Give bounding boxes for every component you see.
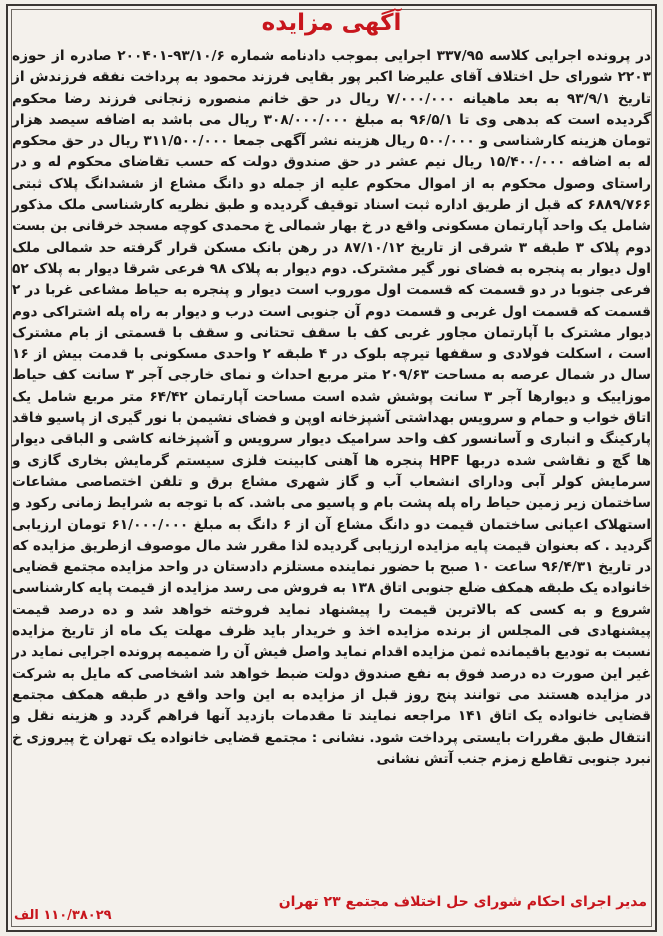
notice-body: در پرونده اجرایی کلاسه ۳۳۷/۹۵ اجرایی بموجب دادنامه شماره ۹۳/۱۰/۶-۲۰۰۴۰۱ صادره از حوزه ۲۲۰۳ شورای حل اختلاف آقای علیرضا اکبر پور بقایی فرزند محمود به پرداخت نفقه فرزندش از تاریخ ۹۳/۹/۱ به بعد ماهیانه ۷/۰۰۰/۰۰۰ ریال در حق خانم منصوره زنجانی فرزند رضا محکوم گردیده است که بدهی وی تا ۹۶/۵/۱ به مبلغ ۳۰۸/۰۰۰/۰۰۰ ریال می باشد به اضافه سیصد هزار تومان هزینه کارشناسی و ۵۰۰/۰۰۰ ریال هزینه نشر آگهی جمعا ۳۱۱/۵۰۰/۰۰۰ ریال در حق محکوم له به اضافه ۱۵/۴۰۰/۰۰۰ ریال نیم عشر در حق صندوق دولت که حسب تقاضای محکوم له و در راستای وصول محکوم به از اموال محکوم علیه از جمله دو دانگ مشاع از ششدانگ پلاک ثبتی ۶۸۸۹/۷۶۶ که قبل از طریق اداره ثبت اسناد توقیف گردیده و طبق نظریه کارشناسی ملک مذکور شامل یک واحد آپارتمان مسکونی واقع در خ بهار شمالی خ محمدی کوچه مسجد خرقانی بن بست دوم پلاک ۳ طبقه ۳ شرقی از تاریخ ۸۷/۱۰/۱۲ در رهن بانک مسکن قرار گرفته حد شمالی ملک اول دیوار به پنجره به فضای نور گیر مشترک. دوم دیوار به پلاک ۹۸ فرعی شرقا دیوار به پلاک ۵۲ فرعی جنوبا در دو قسمت که قسمت اول موروب است دیوار و پنجره به حیاط مشاعی غربا در ۲ قسمت که قسمت اول غربی و قسمت دوم آن جنوبی است درب و دیوار به راه پله اشتراکی دوم دیوار مشترک با آپارتمان مجاور غربی کف با سقف تحتانی و سقف با قسمتی از بام مشترک است ، اسکلت فولادی و سقفها تیرچه بلوک در ۴ طبقه ۲ واحدی مسکونی با قدمت بیش از ۱۶ سال در شمال عرصه به مساحت ۲۰۹/۶۳ متر مربع احداث و نمای خارجی آجر ۳ سانت کف حیاط موزاییک و دیوارها آجر ۳ سانت پوشش شده است مساحت آپارتمان ۶۴/۴۲ متر مربع شامل یک اتاق خواب و حمام و سرویس بهداشتی آشپزخانه اوپن و فضای نشیمن با نور گیری از پاسیو فاقد پارکینگ و انباری و آسانسور کف واحد سرامیک دیوار سرویس و آشپزخانه کاشی و الباقی دیوار ها گچ و نقاشی شده دربها HPF پنجره ها آهنی کابینت فلزی سیستم گرمایش بخاری گازی و سرمایش کولر آبی ودارای انشعاب آب و گاز شهری مشاع برق و تلفن اختصاصی مشاعات ساختمان زیر زمین حیاط راه پله پشت بام و پاسیو می باشد. که با توجه به شرایط زمانی رکود و استهلاک اعیانی ساختمان قیمت دو دانگ مشاع آن از ۶ دانگ به مبلغ ۶۱/۰۰۰/۰۰۰ تومان ارزیابی گردید . که بعنوان قیمت پایه مزایده ارزیابی گردیده لذا مقرر شد مال موصوف ازطریق مزایده که در تاریخ ۹۶/۴/۳۱ ساعت ۱۰ صبح با حضور نماینده مستلزم دادستان در واحد مزایده مجتمع قضایی خانواده یک طبقه همکف ضلع جنوبی اتاق ۱۳۸ به فروش می رسد مزایده از قیمت پایه کارشناسی شروع و به کسی که بالاترین قیمت را پیشنهاد نماید فروخته خواهد شد و ده درصد قیمت پیشنهادی فی المجلس از برنده مزایده اخذ و خریدار باید ظرف مهلت یک ماه از تاریخ مزایده نسبت به تودیع باقیمانده ثمن مزایده اقدام نماید واصل فیش آن را ضمیمه پرونده اجرایی نماید در غیر این صورت ده درصد فوق به نفع صندوق دولت ضبط خواهد شد اشخاصی که مایل به شرکت در مزایده هستند می توانند پنج روز قبل از مزایده به این واحد واقع در طبقه همکف مجتمع قضایی خانواده یک اتاق ۱۴۱ مراجعه نمایند تا مقدمات بازدید آنها فراهم گردد و هزینه نقل و انتقال طبق مقررات بایستی پرداخت شود. نشانی : مجتمع قضایی خانواده یک تهران خ پیروزی خ نبرد جنوبی تقاطع زمزم جنب آتش نشانی: [12, 48, 652, 767]
notice-title: آگهی مزایده: [261, 10, 402, 36]
notice-code: ۱۱۰/۳۸۰۲۹ الف: [14, 908, 112, 923]
notice-signature: مدیر اجرای احکام شورای حل اختلاف مجتمع ۲۳ تهران: [278, 894, 647, 910]
